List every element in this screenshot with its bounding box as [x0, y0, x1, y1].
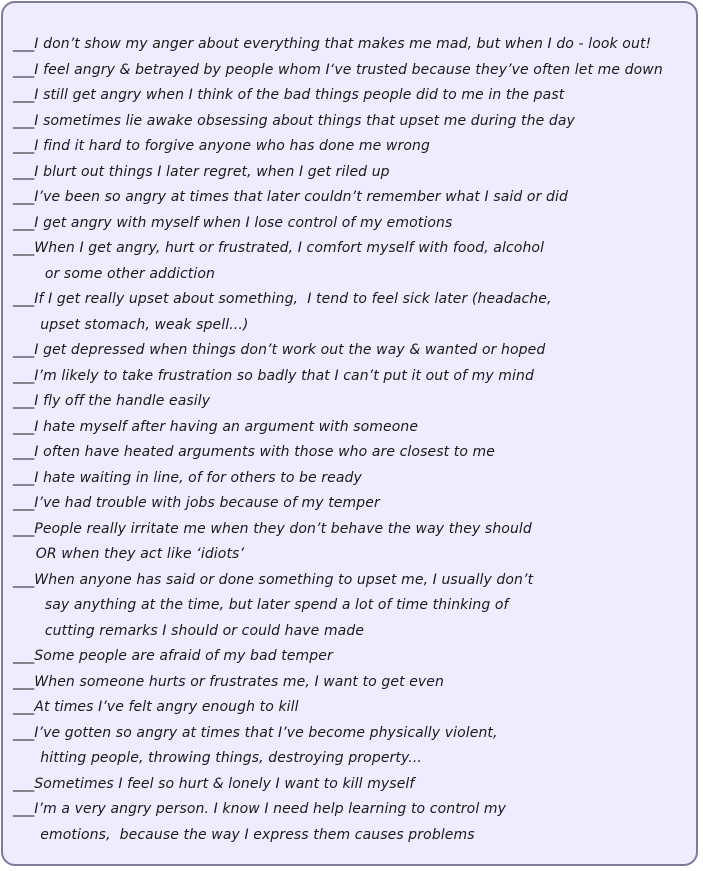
checklist-line: ___When anyone has said or done something to upset me, I usually don’t [13, 571, 534, 588]
checklist-line: ___I get depressed when things don’t work out the way & wanted or hoped [13, 342, 546, 358]
checklist-line: ___I’ve had trouble with jobs because of my temper [13, 495, 380, 511]
checklist-line: ___People really irritate me when they don’t behave the way they should [13, 520, 532, 537]
checklist-line: ___I’ve gotten so angry at times that I’ve become physically violent, [13, 724, 498, 741]
checklist-line: ___I still get angry when I think of the bad things people did to me in the past [13, 87, 565, 103]
checklist-line: ___When someone hurts or frustrates me, I want to get even [13, 673, 444, 690]
checklist-line: ___I’m likely to take frustration so badly that I can’t put it out of my mind [13, 367, 534, 384]
checklist-line: ___I hate waiting in line, of for others to be ready [13, 469, 362, 486]
checklist-line: ___I’ve been so angry at times that later couldn’t remember what I said or did [13, 189, 568, 205]
checklist-line: ___I hate myself after having an argument with someone [13, 418, 419, 435]
checklist-line: ___I’m a very angry person. I know I need help learning to control my [13, 801, 506, 817]
checklist-line: ___I feel angry & betrayed by people whom I‘ve trusted because they’ve often let me down [13, 61, 663, 78]
checklist-line: ___I find it hard to forgive anyone who has done me wrong [13, 138, 430, 154]
checklist-line-continuation: cutting remarks I should or could have made [13, 622, 365, 639]
checklist-line: ___If I get really upset about something, I tend to feel sick later (headache, [13, 291, 552, 307]
checklist-line: ___Sometimes I feel so hurt & lonely I want to kill myself [13, 775, 415, 792]
checklist-line: ___I blurt out things I later regret, when I get riled up [13, 163, 390, 180]
checklist-line-continuation: emotions, because the way I express them causes problems [13, 826, 475, 843]
checklist-line-continuation: upset stomach, weak spell...) [13, 316, 249, 333]
anger-checklist-panel [1, 1, 698, 866]
checklist [13, 32, 663, 848]
checklist-line: ___I often have heated arguments with those who are closest to me [13, 444, 495, 460]
checklist-line-continuation: OR when they act like ‘idiots’ [13, 546, 244, 562]
checklist-line: ___Some people are afraid of my bad temper [13, 648, 333, 664]
checklist-line-continuation: or some other addiction [13, 265, 215, 282]
checklist-line-continuation: say anything at the time, but later spend a lot of time thinking of [13, 597, 509, 613]
checklist-line: ___I get angry with myself when I lose control of my emotions [13, 214, 453, 231]
checklist-line: ___I fly off the handle easily [13, 393, 211, 409]
checklist-line: ___At times I’ve felt angry enough to kill [13, 699, 299, 715]
checklist-line: ___I sometimes lie awake obsessing about things that upset me during the day [13, 112, 575, 129]
checklist-line: ___When I get angry, hurt or frustrated, I comfort myself with food, alcohol [13, 240, 545, 256]
checklist-line: ___I don’t show my anger about everything that makes me mad, but when I do - look out! [13, 36, 652, 52]
checklist-line-continuation: hitting people, throwing things, destroying property... [13, 750, 422, 766]
